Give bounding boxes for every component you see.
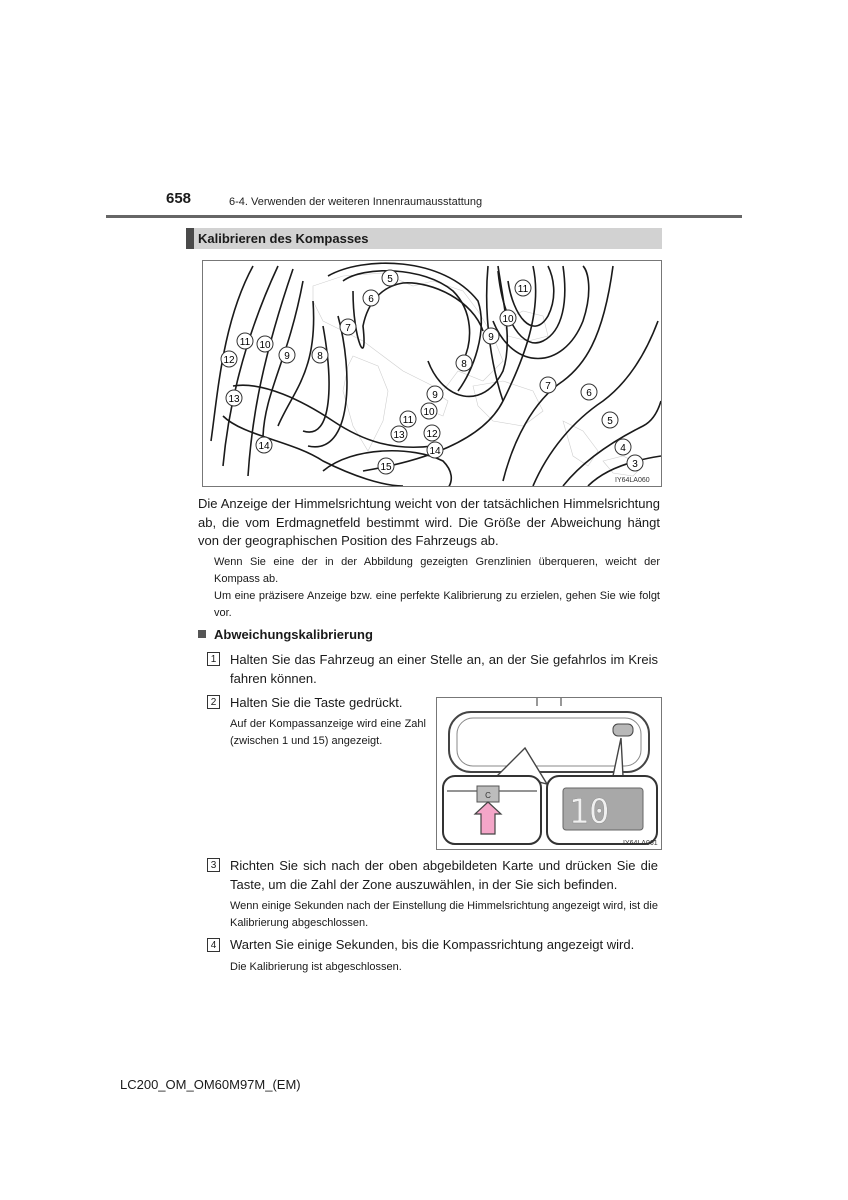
- compass-display-icon: [613, 724, 633, 736]
- svg-text:10: 10: [502, 314, 514, 325]
- svg-text:5: 5: [387, 274, 393, 285]
- svg-text:6: 6: [368, 294, 374, 305]
- svg-text:14: 14: [429, 446, 441, 457]
- zone-marker: [427, 442, 443, 458]
- step-note: Die Kalibrierung ist abgeschlossen.: [230, 961, 402, 973]
- zone-marker: [391, 426, 407, 442]
- svg-text:12: 12: [426, 429, 438, 440]
- footer-code: LC200_OM_OM60M97M_(EM): [120, 1077, 301, 1092]
- step-text: Richten Sie sich nach der oben abgebildeten Karte und drücken Sie die Taste, um die Zahl der Zone auszuwählen, in der Sie sich befinden.: [230, 858, 658, 892]
- svg-text:9: 9: [432, 390, 438, 401]
- compass-zone-map: [202, 260, 662, 487]
- zone-marker: [615, 439, 631, 455]
- intro-note-1: Wenn Sie eine der in der Abbildung gezeigten Grenzlinien überqueren, weicht der Kompass ab.: [214, 556, 660, 585]
- svg-text:11: 11: [517, 284, 529, 295]
- svg-text:5: 5: [607, 416, 613, 427]
- svg-text:8: 8: [461, 359, 467, 370]
- svg-text:8: 8: [317, 351, 323, 362]
- svg-text:C: C: [485, 791, 491, 800]
- zone-marker: [421, 403, 437, 419]
- zone-marker: [221, 351, 237, 367]
- svg-text:13: 13: [393, 430, 405, 441]
- zone-marker: [382, 270, 398, 286]
- zone-marker: [312, 347, 328, 363]
- step-note: Auf der Kompassanzeige wird eine Zahl (zwischen 1 und 15) angezeigt.: [230, 718, 426, 747]
- svg-text:10: 10: [423, 407, 435, 418]
- svg-text:11: 11: [239, 337, 251, 348]
- zone-marker: [427, 386, 443, 402]
- mirror-graphic: [437, 698, 662, 850]
- svg-text:12: 12: [223, 355, 235, 366]
- section-heading: [186, 228, 662, 249]
- zone-marker: [515, 280, 531, 296]
- svg-text:7: 7: [545, 381, 551, 392]
- step-number: 4: [207, 938, 220, 952]
- section-title: Kalibrieren des Kompasses: [198, 231, 369, 246]
- header-rule: [106, 215, 742, 218]
- svg-text:15: 15: [380, 462, 392, 473]
- svg-text:4: 4: [620, 443, 626, 454]
- compass-display-value: 10: [568, 792, 610, 832]
- zone-marker: [279, 347, 295, 363]
- page-number: 658: [166, 190, 192, 207]
- figure-code: IY64LA061: [623, 840, 658, 847]
- svg-text:10: 10: [259, 340, 271, 351]
- zone-marker: [424, 425, 440, 441]
- subsection-title: Abweichungskalibrierung: [214, 627, 373, 642]
- svg-text:14: 14: [258, 441, 270, 452]
- svg-text:6: 6: [586, 388, 592, 399]
- zone-marker: [237, 333, 253, 349]
- step-number: 3: [207, 858, 220, 872]
- svg-text:9: 9: [284, 351, 290, 362]
- zone-marker: [483, 328, 499, 344]
- zone-marker: [627, 455, 643, 471]
- svg-text:13: 13: [228, 394, 240, 405]
- zone-marker: [500, 310, 516, 326]
- subsection-heading: [198, 627, 373, 642]
- zone-marker: [363, 290, 379, 306]
- zone-marker: [257, 336, 273, 352]
- step-text: Halten Sie die Taste gedrückt.: [230, 695, 403, 710]
- zone-marker: [340, 319, 356, 335]
- svg-text:11: 11: [402, 415, 414, 426]
- zone-marker: [378, 458, 394, 474]
- zone-marker: [456, 355, 472, 371]
- intro-note-2: Um eine präzisere Anzeige bzw. eine perfekte Kalibrierung zu erzielen, gehen Sie wie folgt vor.: [214, 590, 660, 619]
- step-text: Warten Sie einige Sekunden, bis die Kompassrichtung angezeigt wird.: [230, 937, 635, 952]
- svg-text:3: 3: [632, 459, 638, 470]
- intro-paragraph: Die Anzeige der Himmelsrichtung weicht von der tatsächlichen Himmelsrichtung ab, die vom Erdmagnetfeld bestimmt wird. Die Größe der Abweichung hängt von der geographischen Position des Fahrzeugs ab.: [198, 496, 660, 548]
- zone-marker: [602, 412, 618, 428]
- zone-marker: [400, 411, 416, 427]
- step-text: Halten Sie das Fahrzeug an einer Stelle an, an der Sie gefahrlos im Kreis fahren können.: [230, 652, 658, 686]
- svg-text:9: 9: [488, 332, 494, 343]
- zone-marker: [540, 377, 556, 393]
- step-note: Wenn einige Sekunden nach der Einstellung die Himmelsrichtung angezeigt wird, ist die Kalibrierung abgeschlossen.: [230, 900, 658, 929]
- step-number: 1: [207, 652, 220, 666]
- zone-marker: [581, 384, 597, 400]
- chapter-title: 6-4. Verwenden der weiteren Innenraumausstattung: [229, 196, 483, 208]
- svg-text:7: 7: [345, 323, 351, 334]
- zone-marker: [226, 390, 242, 406]
- zone-map-graphic: [203, 261, 662, 487]
- figure-code: IY64LA060: [615, 477, 650, 484]
- square-bullet-icon: [198, 630, 206, 638]
- mirror-compass-figure: [436, 697, 662, 850]
- step-number: 2: [207, 695, 220, 709]
- zone-marker: [256, 437, 272, 453]
